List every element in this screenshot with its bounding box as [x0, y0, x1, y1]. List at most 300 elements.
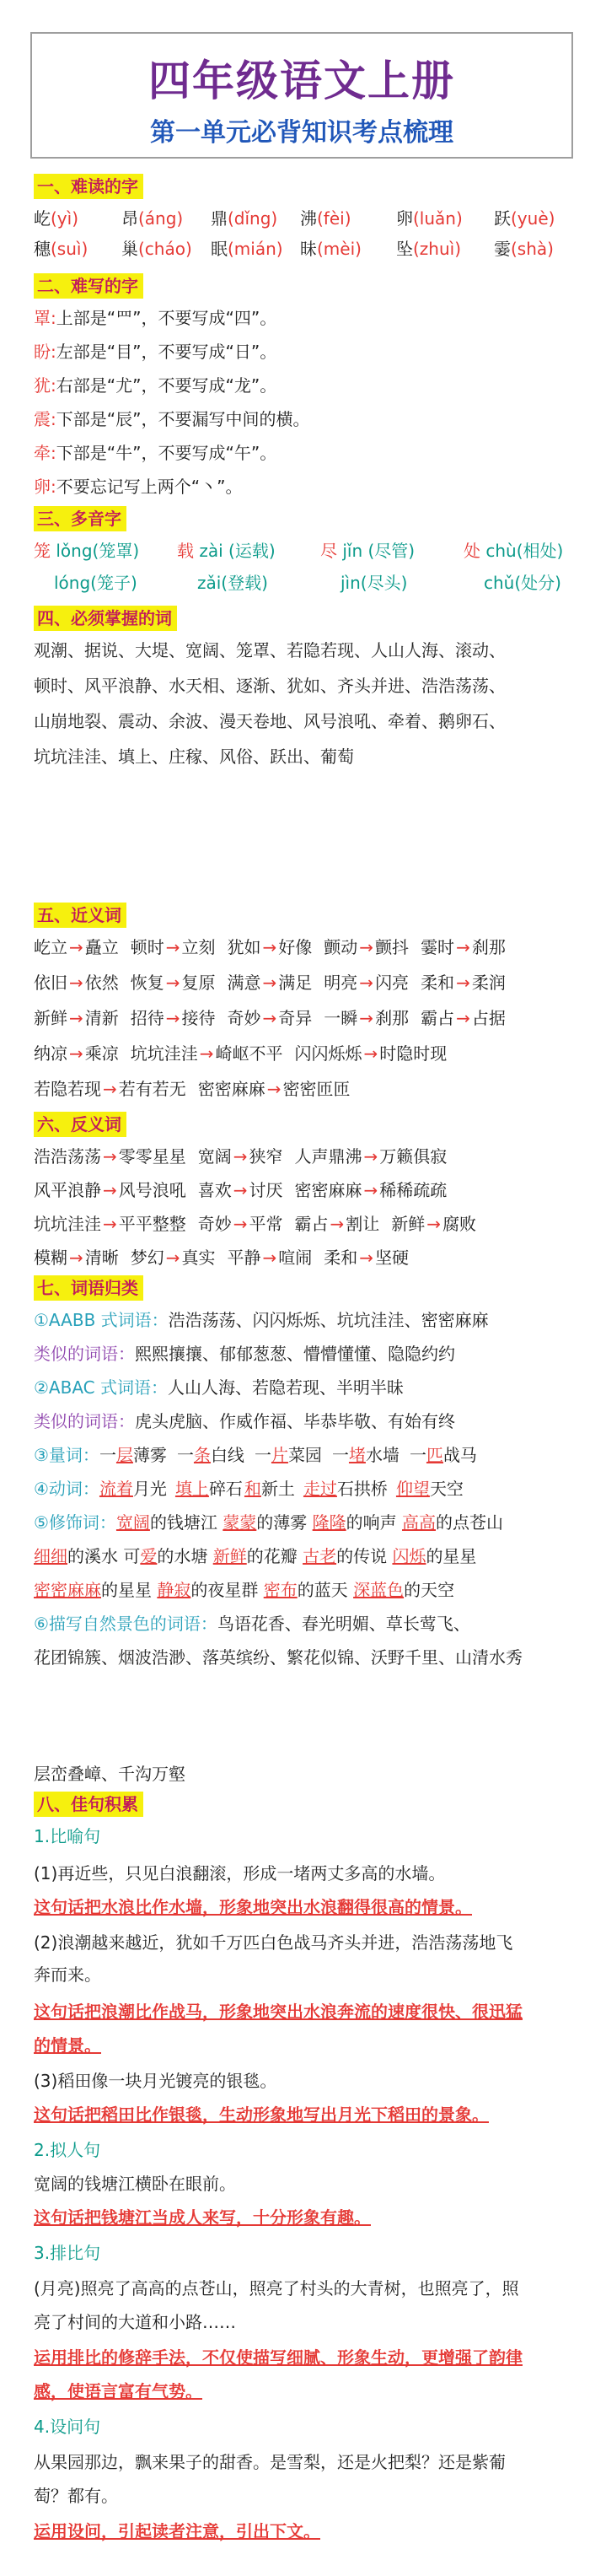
word: 立刻 [181, 937, 216, 957]
section-heading-1: 一、难读的字 [34, 174, 143, 199]
sentence-2a: (2)浪潮越来越近，犹如千万匹白色战马齐头并进，浩浩荡荡地飞 [34, 1932, 513, 1953]
word: 腐败 [442, 1214, 477, 1234]
section-heading-3: 三、多音字 [34, 506, 126, 531]
aabb-similar-line [34, 1341, 455, 1366]
word-pair [131, 1245, 216, 1270]
section-heading-5: 五、近义词 [34, 903, 126, 928]
character: 穗 [34, 239, 51, 259]
arrow-icon: → [69, 937, 83, 957]
pinyin: (cháo) [138, 239, 192, 259]
polyphone-entry [34, 538, 139, 563]
word: 平平整整 [118, 1214, 186, 1234]
word: 依旧 [34, 973, 67, 993]
measure-phrase [177, 1442, 244, 1468]
modifier: 蒙蒙 [223, 1512, 257, 1533]
item-char: 卵: [34, 477, 56, 497]
char-pinyin-pair [121, 236, 192, 261]
char-pinyin-pair [396, 236, 461, 261]
char-pinyin-pair [211, 206, 277, 231]
arrow-icon: → [233, 1146, 248, 1167]
word: 坑坑洼洼 [130, 1043, 198, 1064]
arrow-icon: → [69, 1043, 83, 1064]
item-char: 盼: [34, 342, 56, 362]
note-5b: 感，使语言富有气势。 [34, 2381, 202, 2401]
word-pair [295, 1178, 448, 1203]
modified: 的水塘 [157, 1546, 213, 1566]
arrow-icon: → [262, 973, 277, 993]
pair-line [34, 1144, 459, 1169]
modifier: 闪烁 [392, 1546, 426, 1566]
polyphone-reading: chǔ(处分) [484, 573, 561, 593]
modifier: 密布 [263, 1580, 298, 1600]
word-pair [34, 970, 119, 995]
word: 恢复 [130, 973, 164, 993]
modifier: 细细 [34, 1546, 67, 1566]
sentence-5a: (月亮)照亮了高高的点苍山，照亮了村头的大青树，也照亮了，照 [34, 2278, 519, 2298]
word: 密密麻麻 [197, 1079, 265, 1099]
hard-to-write-item [34, 440, 276, 466]
word: 浩浩荡荡 [34, 1146, 101, 1167]
measure-word: 条 [193, 1445, 211, 1465]
character: 卵 [396, 208, 413, 229]
note-5a: 运用排比的修辞手法，不仅使描写细腻、形象生动，更增强了韵律 [34, 2347, 523, 2368]
polyphone-reading: lǒng(笼罩) [56, 541, 140, 561]
object: 月光 [132, 1479, 167, 1499]
arrow-icon: → [165, 937, 180, 957]
word: 平常 [249, 1214, 283, 1234]
pinyin: (mèi) [317, 239, 362, 259]
section-heading-2: 二、难写的字 [34, 273, 143, 299]
word: 清晰 [84, 1248, 119, 1268]
section-heading-4: 四、必须掌握的词 [34, 606, 177, 631]
hard-to-write-item [34, 339, 276, 364]
hard-to-write-item [34, 305, 276, 331]
word: 宽阔 [197, 1146, 232, 1167]
arrow-icon: → [363, 1146, 378, 1167]
word: 坑坑洼洼 [34, 1214, 101, 1234]
verb-phrase [175, 1476, 243, 1501]
modified: 的钱塘江 [149, 1512, 223, 1533]
sentence-6a: 从果园那边，飘来果子的甜香。是雪梨，还是火把梨？还是紫葡 [34, 2452, 506, 2472]
word-pair [131, 935, 216, 960]
polyphone-entry [177, 538, 276, 563]
polyphone-char: 载 [177, 541, 194, 561]
item-note: 上部是“罒”，不要写成“四”。 [56, 308, 277, 328]
modified: 的溪水 可 [67, 1546, 141, 1566]
measure-word: 片 [271, 1445, 288, 1465]
modifier: 古老 [303, 1546, 337, 1566]
word-pair [34, 1041, 119, 1066]
aabb-label: ①AABB 式词语： [34, 1310, 169, 1330]
word: 刹那 [375, 1008, 410, 1028]
word-pair [131, 970, 216, 995]
abac-similar-line [34, 1409, 455, 1434]
word: 颤动 [324, 937, 358, 957]
word: 割让 [346, 1214, 380, 1234]
word-pair [228, 935, 313, 960]
word: 复原 [181, 973, 216, 993]
word: 讨厌 [249, 1180, 283, 1200]
numeral: 一 [254, 1445, 271, 1465]
word: 零零星星 [118, 1146, 186, 1167]
similar-words: 虎头虎脑、作威作福、毕恭毕敬、有始有终 [135, 1411, 455, 1431]
noun: 战马 [442, 1445, 477, 1465]
char-pinyin-pair [34, 206, 78, 231]
polyphone-char: 尽 [320, 541, 337, 561]
word: 风平浪静 [34, 1180, 101, 1200]
polyphone-reading: zài (运载) [199, 541, 276, 561]
word-pair [295, 1041, 448, 1066]
pair-line [34, 1245, 421, 1270]
arrow-icon: → [456, 973, 470, 993]
arrow-icon: → [103, 1079, 117, 1099]
arrow-icon: → [69, 1248, 83, 1268]
word: 密密麻麻 [294, 1180, 362, 1200]
sub-heading-parallelism: 3.排比句 [34, 2243, 101, 2263]
item-char: 犹: [34, 375, 56, 396]
arrow-icon: → [363, 1180, 378, 1200]
note-2b: 的情景。 [34, 2035, 101, 2056]
word: 清新 [84, 1008, 119, 1028]
item-note: 左部是“目”，不要写成“日”。 [56, 342, 277, 362]
verb-line [34, 1476, 472, 1501]
word: 喧闹 [278, 1248, 313, 1268]
polyphone-reading: lóng(笼子) [54, 573, 137, 593]
item-char: 震: [34, 409, 56, 429]
word-pair [421, 935, 506, 960]
scenery-line-2: 花团锦簇、烟波浩渺、落英缤纷、繁花似锦、沃野千里、山清水秀 [34, 1647, 523, 1668]
word: 犹如 [227, 937, 261, 957]
word-pair [34, 1005, 119, 1031]
title-box [30, 32, 573, 159]
polyphone-char: 笼 [34, 541, 51, 561]
char-pinyin-pair [211, 236, 283, 261]
word: 奇妙 [197, 1214, 232, 1234]
word: 坚硬 [375, 1248, 410, 1268]
word-pair [198, 1178, 283, 1203]
verb: 和 [244, 1479, 261, 1499]
pinyin: (yuè) [511, 208, 555, 229]
item-note: 下部是“辰”，不要漏写中间的横。 [56, 409, 310, 429]
modified: 的蓝天 [297, 1580, 354, 1600]
note-1: 这句话把水浪比作水墙，形象地突出水浪翻得很高的情景。 [34, 1897, 472, 1917]
arrow-icon: → [262, 1248, 277, 1268]
verb-phrase [303, 1476, 388, 1501]
hard-to-write-item [34, 373, 276, 398]
word: 满意 [227, 973, 261, 993]
word-pair [228, 1005, 313, 1031]
polyphone-entry [464, 538, 563, 563]
polyphone-reading: jǐn (尽管) [342, 541, 416, 561]
word-pair [391, 1211, 476, 1237]
hard-to-write-item [34, 474, 242, 499]
char-pinyin-pair [121, 206, 183, 231]
abac-line [34, 1375, 404, 1400]
arrow-icon: → [456, 1008, 470, 1028]
word-line: 坑坑洼洼、填上、庄稼、风俗、跃出、葡萄 [34, 746, 354, 767]
item-char: 罩: [34, 308, 56, 328]
arrow-icon: → [165, 973, 180, 993]
arrow-icon: → [69, 973, 83, 993]
word-pair [34, 1144, 186, 1169]
arrow-icon: → [363, 1043, 378, 1064]
measure-phrase [332, 1442, 400, 1468]
character: 眠 [211, 239, 228, 259]
modifier: 宽阔 [115, 1512, 150, 1533]
character: 昂 [121, 208, 138, 229]
char-pinyin-pair [300, 206, 351, 231]
sub-heading-simile: 1.比喻句 [34, 1826, 101, 1846]
word: 柔和 [421, 973, 455, 993]
arrow-icon: → [426, 1214, 442, 1234]
item-note: 不要忘记写上两个“丶”。 [56, 477, 243, 497]
polyphone-reading: jìn(尽头) [341, 573, 408, 593]
pair-line [34, 970, 518, 995]
page-title: 四年级语文上册 [148, 56, 455, 105]
arrow-icon: → [359, 973, 374, 993]
pinyin: (dǐng) [228, 208, 278, 229]
word: 好像 [278, 937, 313, 957]
char-pinyin-pair [34, 236, 88, 261]
word: 刹那 [471, 937, 506, 957]
word: 稀稀疏疏 [379, 1180, 448, 1200]
modified: 的点苍山 [436, 1512, 504, 1533]
character: 坠 [396, 239, 413, 259]
modifier-label: ⑤修饰词： [34, 1512, 116, 1533]
word: 屹立 [34, 937, 67, 957]
numeral: 一 [331, 1445, 349, 1465]
word: 柔润 [471, 973, 506, 993]
scenery-label: ⑥描写自然景色的词语： [34, 1614, 217, 1634]
word-line: 顿时、风平浪静、水天相、逐渐、犹如、齐头并进、浩浩荡荡、 [34, 676, 506, 696]
pair-line [34, 935, 518, 960]
modified: 的星星 [426, 1546, 477, 1566]
noun: 菜园 [287, 1445, 322, 1465]
sentence-3: (3)稻田像一块月光镀亮的银毯。 [34, 2071, 277, 2091]
similar-label: 类似的词语： [34, 1411, 135, 1431]
sub-heading-rhetorical-question: 4.设问句 [34, 2417, 101, 2437]
modified: 的响声 [346, 1512, 403, 1533]
word: 闪闪烁烁 [294, 1043, 362, 1064]
modifier: 深蓝色 [353, 1580, 405, 1600]
pinyin: (fèi) [317, 208, 351, 229]
sentence-1: (1)再近些，只见白浪翻滚，形成一堵两丈多高的水墙。 [34, 1863, 446, 1883]
similar-words: 熙熙攘攘、郁郁葱葱、懵懵懂懂、隐隐约约 [135, 1344, 455, 1364]
pair-line [34, 1076, 362, 1102]
polyphone-reading: chù(相处) [485, 541, 564, 561]
abac-label: ②ABAC 式词语： [34, 1377, 168, 1398]
section-heading-7: 七、词语归类 [34, 1275, 143, 1301]
arrow-icon: → [165, 1008, 180, 1028]
modified: 的星星 [101, 1580, 158, 1600]
word: 纳凉 [34, 1043, 67, 1064]
numeral: 一 [409, 1445, 426, 1465]
measure-word: 堵 [348, 1445, 366, 1465]
modified: 的薄雾 [256, 1512, 313, 1533]
modifier: 隆隆 [312, 1512, 346, 1533]
polyphone-char: 处 [464, 541, 480, 561]
modified: 的天空 [404, 1580, 455, 1600]
word: 梦幻 [130, 1248, 164, 1268]
character: 昧 [300, 239, 317, 259]
pinyin: (yì) [51, 208, 78, 229]
modifier: 新鲜 [212, 1546, 247, 1566]
word: 人声鼎沸 [294, 1146, 362, 1167]
pinyin: (suì) [51, 239, 88, 259]
word-pair [34, 1178, 186, 1203]
arrow-icon: → [165, 1248, 180, 1268]
arrow-icon: → [330, 1214, 345, 1234]
polyphone-reading: zǎi(登载) [197, 573, 268, 593]
arrow-icon: → [359, 1248, 374, 1268]
pair-line [34, 1178, 459, 1203]
char-pinyin-pair [300, 236, 362, 261]
char-pinyin-pair [396, 206, 463, 231]
word: 平静 [227, 1248, 261, 1268]
word: 奇异 [278, 1008, 313, 1028]
word-line: 山崩地裂、震动、余波、漫天卷地、风号浪吼、牵着、鹅卵石、 [34, 711, 506, 731]
scenery-words: 鸟语花香、春光明媚、草长莺飞、 [217, 1614, 470, 1634]
arrow-icon: → [103, 1180, 117, 1200]
pair-line [34, 1041, 459, 1066]
word-pair [198, 1076, 351, 1102]
modifier: 静寂 [157, 1580, 191, 1600]
pinyin: (áng) [138, 208, 184, 229]
section-heading-6: 六、反义词 [34, 1112, 126, 1137]
scenery-line-3: 层峦叠嶂、千沟万壑 [34, 1764, 185, 1784]
sentence-4: 宽阔的钱塘江横卧在眼前。 [34, 2174, 236, 2194]
similar-label: 类似的词语： [34, 1344, 135, 1364]
word-pair [324, 935, 409, 960]
noun: 水墙 [365, 1445, 400, 1465]
modifier: 密密麻麻 [34, 1580, 101, 1600]
numeral: 一 [99, 1445, 116, 1465]
pair-line [34, 1211, 488, 1237]
arrow-icon: → [359, 1008, 374, 1028]
word: 时隐时现 [379, 1043, 448, 1064]
word: 密密匝匝 [282, 1079, 351, 1099]
arrow-icon: → [233, 1214, 248, 1234]
modifier: 高高 [402, 1512, 437, 1533]
polyphone-entry [320, 538, 415, 563]
pinyin: (shà) [511, 239, 554, 259]
pinyin: (luǎn) [413, 208, 463, 229]
word-pair [198, 1144, 283, 1169]
word: 占据 [471, 1008, 506, 1028]
sentence-6b: 萄？都有。 [34, 2486, 118, 2506]
arrow-icon: → [103, 1146, 117, 1167]
verb: 流着 [99, 1479, 133, 1499]
word-pair [295, 1144, 448, 1169]
word: 招待 [130, 1008, 164, 1028]
character: 霎 [494, 239, 511, 259]
verb-label: ④动词： [34, 1479, 99, 1499]
verb-phrase [244, 1476, 295, 1501]
word-pair [421, 970, 506, 995]
numeral: 一 [176, 1445, 194, 1465]
aabb-words: 浩浩荡荡、闪闪烁烁、坑坑洼洼、密密麻麻 [168, 1310, 489, 1330]
arrow-icon: → [233, 1180, 248, 1200]
verb-phrase [396, 1476, 464, 1501]
verb: 填上 [174, 1479, 209, 1499]
word: 若隐若现 [34, 1079, 101, 1099]
aabb-line [34, 1307, 489, 1333]
word: 乘凉 [84, 1043, 119, 1064]
word: 模糊 [34, 1248, 67, 1268]
char-pinyin-pair [494, 206, 555, 231]
word: 崎岖不平 [215, 1043, 283, 1064]
arrow-icon: → [262, 1008, 277, 1028]
word-line: 观潮、据说、大堤、宽阔、笼罩、若隐若现、人山人海、滚动、 [34, 640, 506, 660]
word-pair [295, 1211, 380, 1237]
verb-phrase [99, 1476, 167, 1501]
noun: 薄雾 [132, 1445, 167, 1465]
arrow-icon: → [456, 937, 470, 957]
sub-heading-personification: 2.拟人句 [34, 2140, 101, 2160]
character: 跃 [494, 208, 511, 229]
modified: 的花瓣 [246, 1546, 303, 1566]
abac-words: 人山人海、若隐若现、半明半昧 [167, 1377, 404, 1398]
measure-word-line [34, 1442, 487, 1468]
word: 明亮 [324, 973, 358, 993]
arrow-icon: → [199, 1043, 214, 1064]
char-pinyin-pair [494, 236, 554, 261]
object: 天空 [429, 1479, 464, 1499]
sentence-5b: 亮了村间的大道和小路…… [34, 2312, 236, 2332]
arrow-icon: → [359, 937, 374, 957]
arrow-icon: → [69, 1008, 83, 1028]
word: 万籁俱寂 [379, 1146, 448, 1167]
measure-word: 匹 [426, 1445, 443, 1465]
word-pair [421, 1005, 506, 1031]
word: 狭窄 [249, 1146, 283, 1167]
word-pair [324, 970, 409, 995]
word: 接待 [181, 1008, 216, 1028]
word-pair [34, 1211, 186, 1237]
word: 新鲜 [391, 1214, 426, 1234]
character: 鼎 [211, 208, 228, 229]
word: 真实 [181, 1248, 216, 1268]
word-pair [34, 1245, 119, 1270]
hard-to-write-item [34, 407, 309, 432]
note-4: 这句话把钱塘江当成人来写，十分形象有趣。 [34, 2207, 371, 2228]
measure-phrase [99, 1442, 167, 1468]
object: 石拱桥 [336, 1479, 388, 1499]
word-pair [34, 1076, 186, 1102]
word-pair [228, 970, 313, 995]
character: 沸 [300, 208, 317, 229]
object: 新土 [260, 1479, 295, 1499]
modified: 的夜星群 [190, 1580, 264, 1600]
word: 霸占 [421, 1008, 455, 1028]
word: 矗立 [84, 937, 119, 957]
word-pair [324, 1245, 409, 1270]
word: 风号浪吼 [118, 1180, 186, 1200]
word: 一瞬 [324, 1008, 358, 1028]
item-note: 右部是“尤”，不要写成“龙”。 [56, 375, 277, 396]
arrow-icon: → [103, 1214, 117, 1234]
word: 喜欢 [197, 1180, 232, 1200]
verb: 仰望 [395, 1479, 430, 1499]
word: 顿时 [130, 937, 164, 957]
word-pair [198, 1211, 283, 1237]
pair-line [34, 1005, 518, 1031]
note-3: 这句话把稻田比作银毯，生动形象地写出月光下稻田的景象。 [34, 2104, 489, 2125]
note-2a: 这句话把浪潮比作战马，形象地突出水浪奔流的速度很快、很迅猛 [34, 2002, 523, 2022]
note-6: 运用设问，引起读者注意，引出下文。 [34, 2521, 320, 2541]
modifier-line-2 [34, 1544, 476, 1569]
word: 新鲜 [34, 1008, 67, 1028]
